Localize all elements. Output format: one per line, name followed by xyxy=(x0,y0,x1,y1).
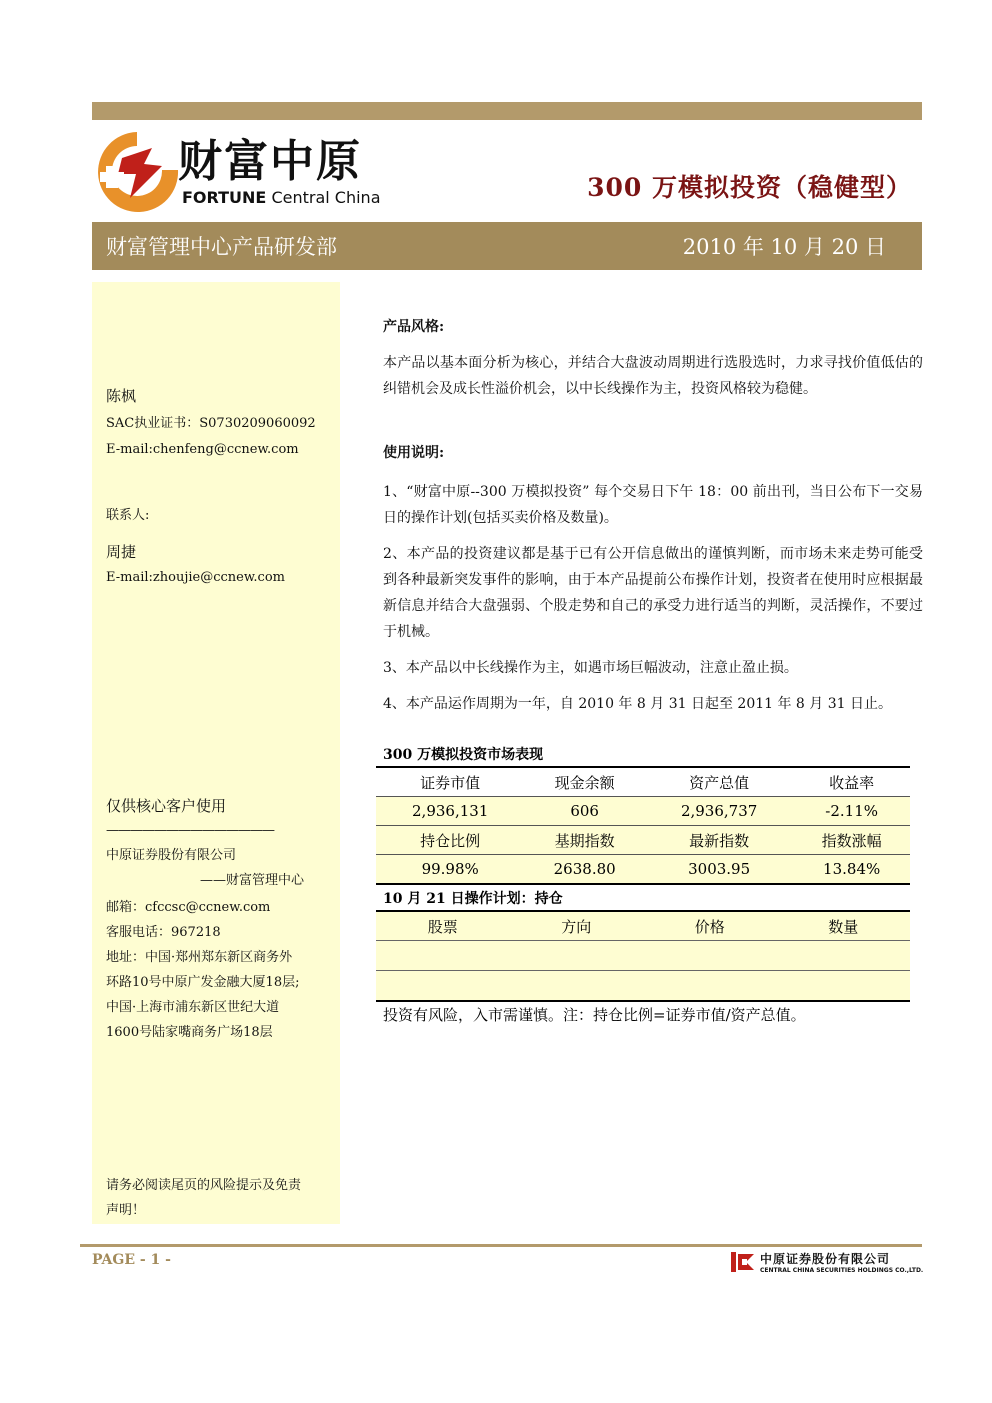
table-header-cell: 最新指数 xyxy=(645,826,793,855)
table-cell: 2638.80 xyxy=(524,855,645,885)
table-cell: 99.98% xyxy=(376,855,524,885)
usage-heading: 使用说明: xyxy=(383,445,445,461)
usage-item-2: 2、本产品的投资建议都是基于已有公开信息做出的谨慎判断，而市场未来走势可能受到各种最新突发事件的影响，由于本产品提前公布操作计划，投资者在使用时应根据最新信息并结合大盘强弱、个股走势和自己的承受力进行适当的判断，灵活操作，不要过于机械。 xyxy=(383,546,923,640)
sidebar-divider: —————————————— xyxy=(106,823,274,838)
table-header-cell: 资产总值 xyxy=(645,767,793,797)
department-label: 财富管理中心产品研发部 xyxy=(106,235,337,259)
disclaimer-line-1: 请务必阅读尾页的风险提示及免责 xyxy=(106,1178,302,1193)
table-header-cell: 现金余额 xyxy=(524,767,645,797)
plan-table xyxy=(376,910,910,1002)
contact-label: 联系人: xyxy=(106,508,150,523)
top-rule xyxy=(92,102,922,120)
table-row xyxy=(376,941,910,971)
table-cell: -2.11% xyxy=(793,797,910,826)
performance-title: 300 万模拟投资市场表现 xyxy=(383,747,544,763)
address-line-2: 环路10号中原广发金融大厦18层; xyxy=(106,975,300,990)
disclaimer-line-2: 声明！ xyxy=(106,1203,146,1218)
page-number: PAGE - 1 - xyxy=(92,1252,171,1268)
style-text: 本产品以基本面分析为核心，并结合大盘波动周期进行选股选时，力求寻找价值低估的纠错机会及成长性溢价机会，以中长线操作为主，投资风格较为稳健。 xyxy=(383,355,923,397)
company-mail[interactable]: 邮箱：cfccsc@ccnew.com xyxy=(106,900,271,915)
fortune-logo-icon xyxy=(92,128,182,212)
table-row xyxy=(376,971,910,1002)
company-sub: ——财富管理中心 xyxy=(200,873,305,888)
service-phone: 客服电话：967218 xyxy=(106,925,221,940)
contact-email[interactable]: E-mail:zhoujie@ccnew.com xyxy=(106,570,285,585)
usage-item-3: 3、本产品以中长线操作为主，如遇市场巨幅波动，注意止盈止损。 xyxy=(383,660,798,676)
report-date: 2010 年 10 月 20 日 xyxy=(682,235,886,259)
usage-note: 仅供核心客户使用 xyxy=(106,797,227,815)
table-row xyxy=(376,911,910,941)
address-line-3: 中国·上海市浦东新区世纪大道 xyxy=(106,1000,280,1015)
analyst-cert: SAC执业证书：S0730209060092 xyxy=(106,416,316,431)
table-cell: 13.84% xyxy=(793,855,910,885)
analyst-email[interactable]: E-mail:chenfeng@ccnew.com xyxy=(106,442,299,457)
table-header-cell: 基期指数 xyxy=(524,826,645,855)
table-header-cell: 方向 xyxy=(510,911,644,941)
table-header-cell: 价格 xyxy=(643,911,777,941)
plan-title: 10 月 21 日操作计划：持仓 xyxy=(383,891,563,907)
bottom-rule xyxy=(80,1244,922,1247)
risk-note: 投资有风险，入市需谨慎。注：持仓比例=证券市值/资产总值。 xyxy=(383,1006,806,1024)
performance-table xyxy=(376,766,910,885)
table-header-cell: 收益率 xyxy=(793,767,910,797)
analyst-name: 陈枫 xyxy=(106,387,137,405)
usage-item-4: 4、本产品运作周期为一年，自 2010 年 8 月 31 日起至 2011 年 8 月 31 日止。 xyxy=(383,696,893,712)
footer-company-cn: 中原证券股份有限公司 xyxy=(760,1252,891,1266)
address-line-1: 地址：中国·郑州郑东新区商务外 xyxy=(106,950,293,965)
style-heading: 产品风格: xyxy=(383,319,445,335)
contact-name: 周捷 xyxy=(106,543,137,561)
table-cell: 3003.95 xyxy=(645,855,793,885)
table-row xyxy=(376,855,910,885)
table-cell: 2,936,737 xyxy=(645,797,793,826)
table-row xyxy=(376,797,910,826)
logo-chinese-text: 财富中原 xyxy=(178,136,362,187)
table-header-cell: 指数涨幅 xyxy=(793,826,910,855)
footer-company-en: CENTRAL CHINA SECURITIES HOLDINGS CO.,LTD. xyxy=(760,1267,924,1274)
company-name: 中原证券股份有限公司 xyxy=(106,848,237,863)
table-row xyxy=(376,767,910,797)
table-row xyxy=(376,826,910,855)
address-line-4: 1600号陆家嘴商务广场18层 xyxy=(106,1025,273,1040)
logo-english-text xyxy=(182,190,381,206)
table-cell: 606 xyxy=(524,797,645,826)
logo-en-rest: Central China xyxy=(271,188,381,207)
logo-en-bold: FORTUNE xyxy=(182,188,267,207)
table-cell: 2,936,131 xyxy=(376,797,524,826)
document-title: 300 万模拟投资（稳健型） xyxy=(587,173,912,202)
table-header-cell: 持仓比例 xyxy=(376,826,524,855)
usage-item-1: 1、“财富中原--300 万模拟投资” 每个交易日下午 18：00 前出刊，当日公布下一交易日的操作计划(包括买卖价格及数量)。 xyxy=(383,484,923,526)
table-header-cell: 股票 xyxy=(376,911,510,941)
table-header-cell: 证券市值 xyxy=(376,767,524,797)
company-logo-icon xyxy=(730,1250,756,1274)
table-header-cell: 数量 xyxy=(777,911,911,941)
